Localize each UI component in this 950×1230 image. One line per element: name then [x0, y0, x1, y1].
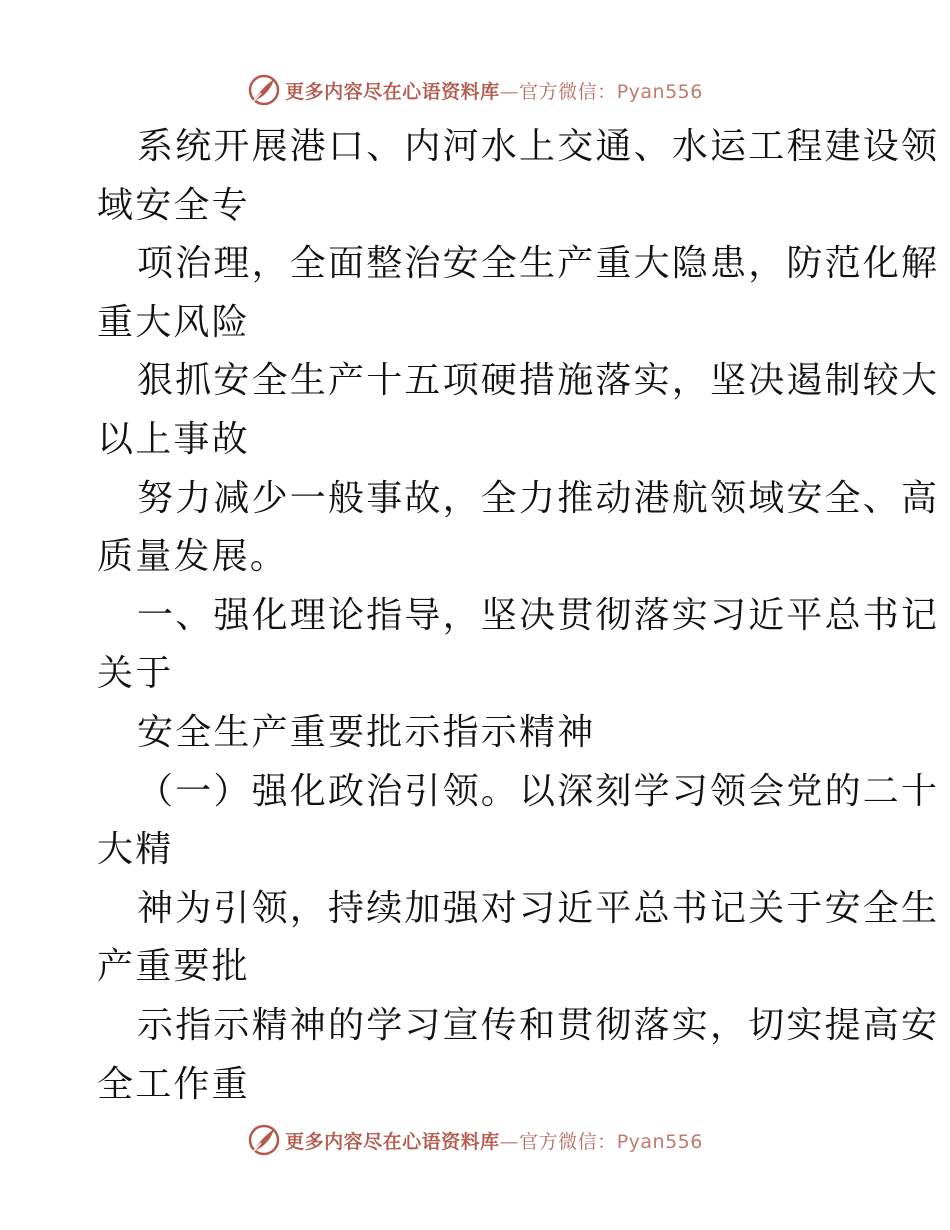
text-line: 关于	[97, 653, 174, 695]
text-line: 一、强化理论指导，坚决贯彻落实习近平总书记	[137, 594, 940, 636]
text-line: 努力减少一般事故，全力推动港航领域安全、高	[137, 477, 940, 519]
document-body	[97, 118, 940, 1114]
text-line: 重大风险	[97, 301, 250, 343]
watermark-id: Pyan556	[616, 80, 703, 103]
watermark-text	[285, 77, 703, 104]
text-line: 全工作重	[97, 1063, 250, 1105]
text-line: 产重要批	[97, 946, 250, 988]
text-line: 项治理，全面整治安全生产重大隐患，防范化解	[137, 243, 940, 285]
text-line: 质量发展。	[97, 536, 289, 578]
text-line: 示指示精神的学习宣传和贯彻落实，切实提高安	[137, 1004, 940, 1046]
watermark-separator: —	[499, 80, 520, 103]
watermark-site: 更多内容尽在心语资料库	[285, 1130, 500, 1153]
quill-logo-icon	[247, 73, 281, 107]
text-line: 神为引领，持续加强对习近平总书记关于安全生	[137, 887, 940, 929]
watermark-label: 官方微信：	[519, 80, 617, 103]
watermark-site: 更多内容尽在心语资料库	[285, 80, 500, 103]
watermark-separator: —	[499, 1130, 520, 1153]
text-line: 系统开展港口、内河水上交通、水运工程建设领	[137, 126, 940, 167]
text-line: 域安全专	[97, 184, 250, 226]
watermark-footer	[0, 1120, 950, 1160]
text-line: 以上事故	[97, 418, 250, 460]
watermark-header	[0, 70, 950, 110]
watermark-id: Pyan556	[616, 1130, 703, 1153]
text-line: 安全生产重要批示指示精神	[137, 711, 596, 753]
watermark-label: 官方微信：	[519, 1130, 617, 1153]
quill-logo-icon	[247, 1123, 281, 1157]
text-line: 大精	[97, 829, 174, 871]
text-line: 狠抓安全生产十五项硬措施落实，坚决遏制较大	[137, 360, 940, 402]
text-line: （一）强化政治引领。以深刻学习领会党的二十	[137, 770, 940, 812]
watermark-text	[285, 1127, 703, 1154]
